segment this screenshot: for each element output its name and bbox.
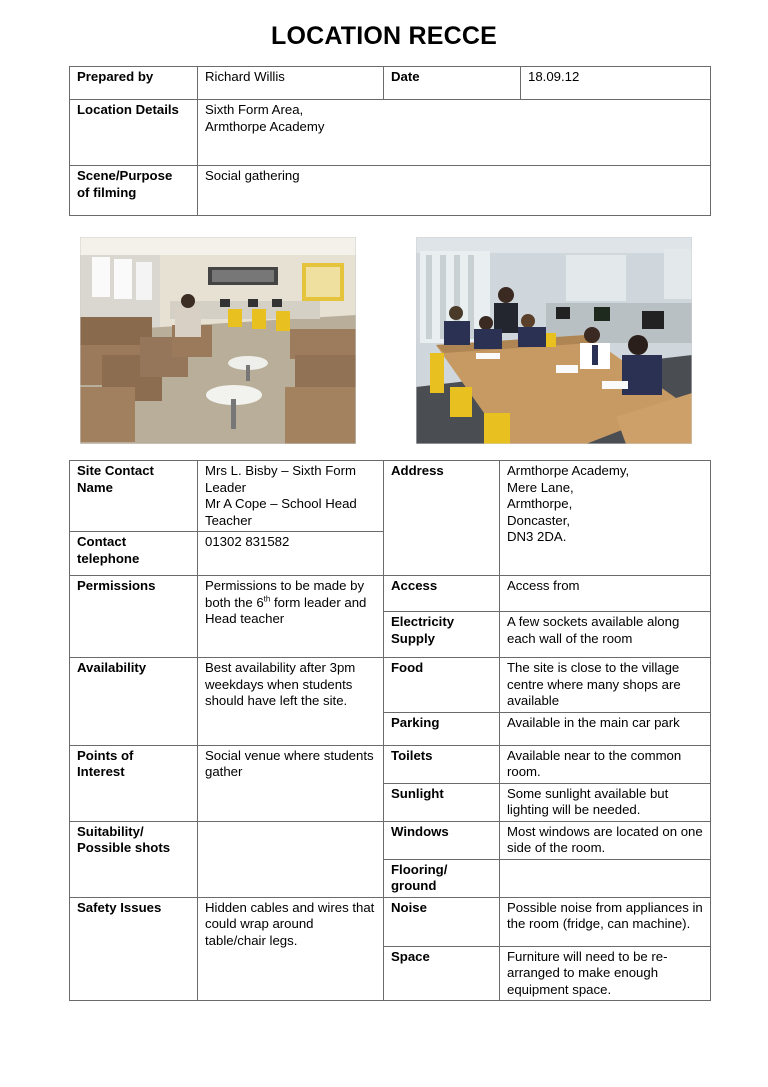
electricity-value: A few sockets available along each wall of the room [500, 612, 711, 658]
contact-telephone-label-line: telephone [77, 550, 140, 566]
sunlight-label: Sunlight [384, 783, 500, 821]
date-label: Date [384, 67, 521, 100]
contact-telephone-value: 01302 831582 [198, 532, 384, 576]
flooring-label-line: Flooring/ [391, 861, 448, 877]
row-scene-purpose [70, 166, 711, 216]
location-details-label: Location Details [70, 100, 198, 166]
food-label: Food [384, 658, 500, 713]
address-line: DN3 2DA. [507, 529, 567, 544]
permissions-superscript: th [263, 594, 271, 604]
windows-value: Most windows are located on one side of the room. [500, 821, 711, 859]
suitability-label-line: Suitability/ [77, 823, 144, 839]
details-table [69, 460, 711, 1001]
location-photo-students-at-tables [416, 237, 692, 444]
address-line: Armthorpe Academy, [507, 463, 630, 478]
points-of-interest-label [70, 745, 198, 821]
access-value: Access from [500, 576, 711, 612]
prepared-by-label: Prepared by [70, 67, 198, 100]
row-suitability-windows [70, 821, 711, 859]
row-site-contact [70, 461, 711, 532]
points-of-interest-value: Social venue where students gather [198, 745, 384, 821]
date-value: 18.09.12 [521, 67, 711, 100]
row-permissions-access [70, 576, 711, 612]
windows-label: Windows [384, 821, 500, 859]
permissions-text: form leader and Head teacher [205, 594, 367, 626]
permissions-label: Permissions [70, 576, 198, 658]
permissions-value [198, 576, 384, 658]
flooring-value [500, 859, 711, 897]
scene-purpose-value: Social gathering [198, 166, 711, 216]
noise-value: Possible noise from appliances in the room (fridge, can machine). [500, 897, 711, 946]
sunlight-value: Some sunlight available but lighting will be needed. [500, 783, 711, 821]
site-contact-label-line: Site Contact [77, 463, 154, 478]
suitability-label-line: Possible shots [77, 840, 171, 855]
safety-issues-label: Safety Issues [70, 897, 198, 1001]
row-points-toilets [70, 745, 711, 783]
points-of-interest-label-line: Interest [77, 764, 125, 779]
address-line: Armthorpe, [507, 496, 573, 511]
suitability-value [198, 821, 384, 897]
permissions-text: Permissions to be made by both the 6 [205, 578, 365, 610]
points-of-interest-label-line: Points of [77, 747, 134, 763]
flooring-label [384, 859, 500, 897]
safety-issues-value: Hidden cables and wires that could wrap around table/chair legs. [198, 897, 384, 1001]
parking-label: Parking [384, 712, 500, 745]
row-location-details [70, 100, 711, 166]
contact-telephone-label-line: Contact [77, 534, 127, 549]
location-details-line: Armthorpe Academy [205, 118, 325, 134]
site-contact-entry: Mrs L. Bisby – Sixth Form Leader [205, 463, 356, 495]
row-safety-noise [70, 897, 711, 946]
noise-label: Noise [384, 897, 500, 946]
location-details-value [198, 100, 711, 166]
space-value: Furniture will need to be re-arranged to make enough equipment space. [500, 946, 711, 1001]
location-photo-common-room [80, 237, 356, 444]
scene-purpose-label-line: of filming [77, 184, 137, 200]
electricity-label-line: Electricity [391, 614, 455, 629]
address-label: Address [384, 461, 500, 576]
electricity-label [384, 612, 500, 658]
site-contact-label-line: Name [77, 479, 113, 495]
row-prepared-by [70, 67, 711, 100]
flooring-label-line: ground [391, 878, 437, 893]
site-contact-entry: Mr A Cope – School Head Teacher [205, 496, 357, 528]
scene-purpose-label [70, 166, 198, 216]
contact-telephone-label [70, 532, 198, 576]
electricity-label-line: Supply [391, 630, 435, 646]
row-availability-food [70, 658, 711, 713]
address-value [500, 461, 711, 576]
scene-purpose-label-line: Scene/Purpose [77, 168, 173, 183]
parking-value: Available in the main car park [500, 712, 711, 745]
availability-value: Best availability after 3pm weekdays when students should have left the site. [198, 658, 384, 746]
site-contact-value [198, 461, 384, 532]
suitability-label [70, 821, 198, 897]
food-value: The site is close to the village centre where many shops are available [500, 658, 711, 713]
toilets-value: Available near to the common room. [500, 745, 711, 783]
site-contact-label [70, 461, 198, 532]
document-title: LOCATION RECCE [271, 22, 497, 50]
toilets-label: Toilets [384, 745, 500, 783]
prepared-by-value: Richard Willis [198, 67, 384, 100]
address-line: Doncaster, [507, 512, 571, 528]
space-label: Space [384, 946, 500, 1001]
header-table [69, 66, 711, 216]
access-label: Access [384, 576, 500, 612]
location-details-line: Sixth Form Area, [205, 102, 304, 117]
availability-label: Availability [70, 658, 198, 746]
address-line: Mere Lane, [507, 479, 574, 495]
